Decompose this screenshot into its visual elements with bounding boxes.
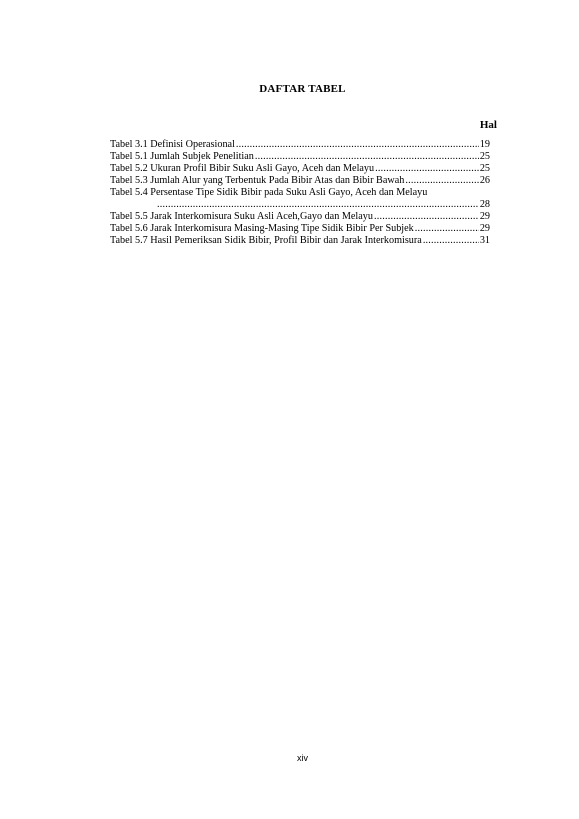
entry-page-number: 28 [479,199,490,210]
entry-page-number: 25 [479,151,490,162]
entry-label: Tabel 5.5 Jarak Interkomisura Suku Asli Aceh,Gayo dan Melayu [110,211,373,222]
list-item [110,211,490,223]
list-item [110,139,490,151]
dot-leader [255,151,479,163]
dot-leader [374,211,479,223]
list-item [110,163,490,175]
page-column-header: Hal [479,119,497,131]
entry-label: Tabel 5.7 Hasil Pemeriksan Sidik Bibir, Profil Bibir dan Jarak Interkomisura [110,235,422,246]
entry-label: Tabel 5.2 Ukuran Profil Bibir Suku Asli Gayo, Aceh dan Melayu [110,163,375,174]
entry-page-number: 29 [479,211,490,222]
list-item [110,151,490,163]
entry-page-number: 19 [479,139,490,150]
list-item [110,223,490,235]
dot-leader [423,235,479,247]
entry-label: Tabel 5.4 Persentase Tipe Sidik Bibir pada Suku Asli Gayo, Aceh dan Melayu [110,187,428,198]
dot-leader [415,223,479,235]
entry-page-number: 25 [479,163,490,174]
dot-leader [157,199,479,211]
list-item [110,187,490,211]
page-title: DAFTAR TABEL [259,83,346,95]
list-item [110,235,490,247]
dot-leader [375,163,479,175]
entry-page-number: 26 [479,175,490,186]
footer-page-number: xiv [297,753,308,763]
entry-label: Tabel 5.1 Jumlah Subjek Penelitian [110,151,254,162]
dot-leader [236,139,479,151]
entry-label: Tabel 3.1 Definisi Operasional [110,139,235,150]
entry-page-number: 29 [479,223,490,234]
table-list [110,139,490,247]
entry-label: Tabel 5.3 Jumlah Alur yang Terbentuk Pada Bibir Atas dan Bibir Bawah [110,175,405,186]
entry-page-number: 31 [479,235,490,246]
list-item [110,175,490,187]
dot-leader [405,175,478,187]
entry-label: Tabel 5.6 Jarak Interkomisura Masing-Masing Tipe Sidik Bibir Per Subjek [110,223,414,234]
